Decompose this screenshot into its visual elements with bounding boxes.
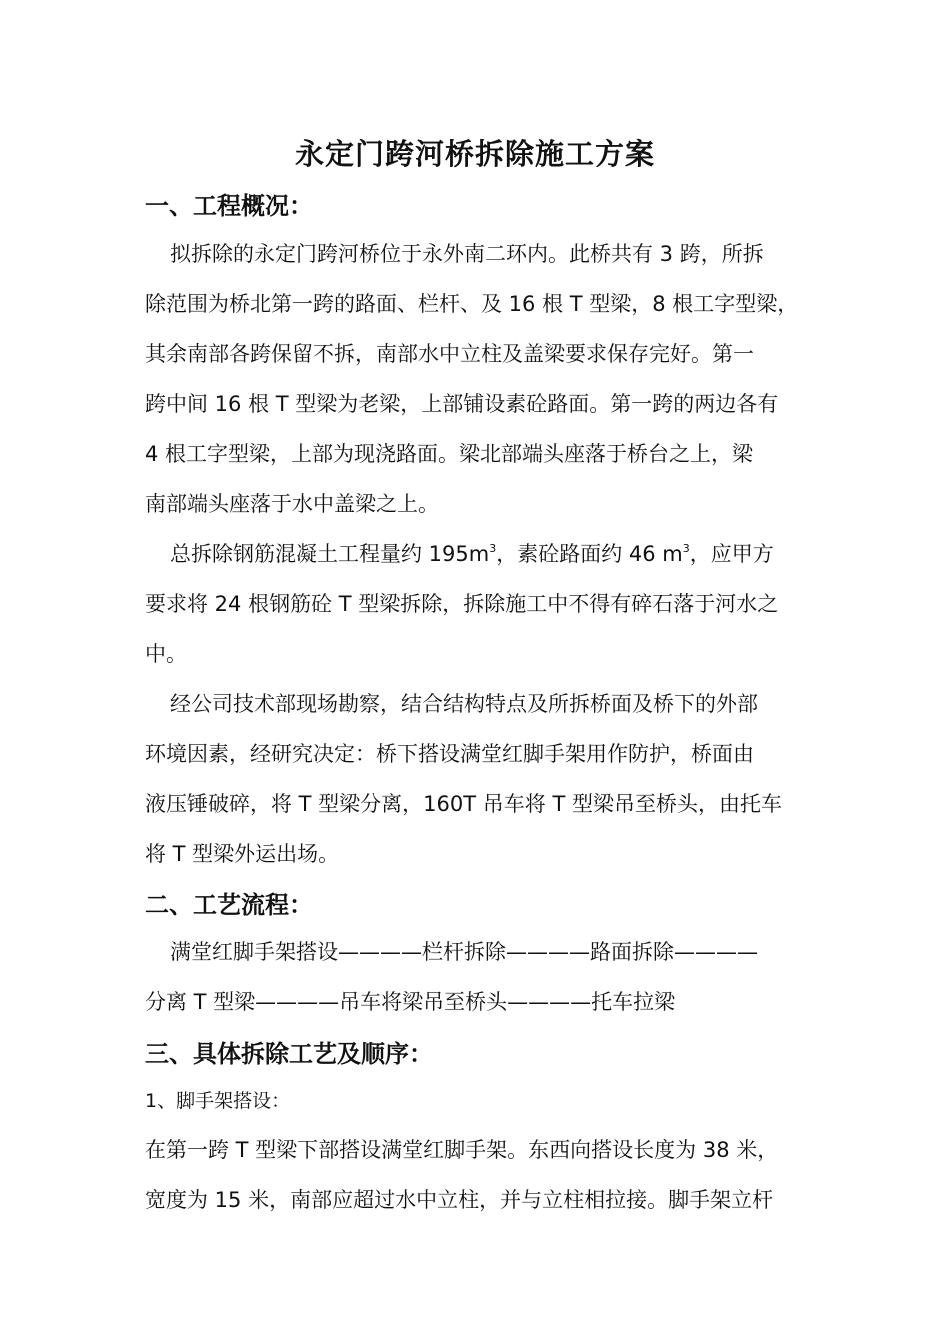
paragraph-line: 经公司技术部现场勘察，结合结构特点及所拆桥面及桥下的外部 [170,692,758,716]
paragraph-line: 环境因素，经研究决定：桥下搭设满堂红脚手架用作防护，桥面由 [145,742,754,766]
subsection-heading-scaffold: 1、脚手架搭设： [145,1090,291,1112]
page-title: 永定门跨河桥拆除施工方案 [294,137,655,171]
quantity-text: 总拆除钢筋混凝土工程量约 195m [170,542,490,566]
superscript: 3 [489,542,497,555]
superscript: 3 [682,542,690,555]
process-flow-line: 分离 T 型梁————吊车将梁吊至桥头————托车拉梁 [145,990,676,1014]
paragraph-line: 宽度为 15 米，南部应超过水中立柱，并与立柱相拉接。脚手架立杆 [145,1188,774,1212]
section-heading-overview: 一、工程概况： [145,192,313,220]
paragraph-line: 4 根工字型梁，上部为现浇路面。梁北部端头座落于桥台之上，梁 [145,442,754,466]
paragraph-line [170,538,774,568]
paragraph-line: 除范围为桥北第一跨的路面、栏杆、及 16 根 T 型梁，8 根工字型梁， [145,292,799,316]
paragraph-line: 要求将 24 根钢筋砼 T 型梁拆除，拆除施工中不得有碎石落于河水之 [145,592,779,616]
paragraph-line: 在第一跨 T 型梁下部搭设满堂红脚手架。东西向搭设长度为 38 米， [145,1138,779,1162]
quantity-text: ，应甲方 [689,542,774,566]
paragraph-line: 其余南部各跨保留不拆，南部水中立柱及盖梁要求保存完好。第一 [145,342,754,366]
paragraph-line: 中。 [145,642,187,666]
paragraph-line: 拟拆除的永定门跨河桥位于永外南二环内。此桥共有 3 跨，所拆 [170,242,764,266]
quantity-text: ，素砼路面约 46 m [496,542,683,566]
paragraph-line: 液压锤破碎，将 T 型梁分离，160T 吊车将 T 型梁吊至桥头，由托车 [145,792,782,816]
section-heading-process: 二、工艺流程： [145,891,313,919]
section-heading-demolition: 三、具体拆除工艺及顺序： [145,1040,433,1068]
paragraph-line: 将 T 型梁外运出场。 [145,842,340,866]
process-flow-line: 满堂红脚手架搭设————栏杆拆除————路面拆除———— [170,940,758,964]
paragraph-line: 跨中间 16 根 T 型梁为老梁，上部铺设素砼路面。第一跨的两边各有 [145,392,779,416]
paragraph-line: 南部端头座落于水中盖梁之上。 [145,492,439,516]
